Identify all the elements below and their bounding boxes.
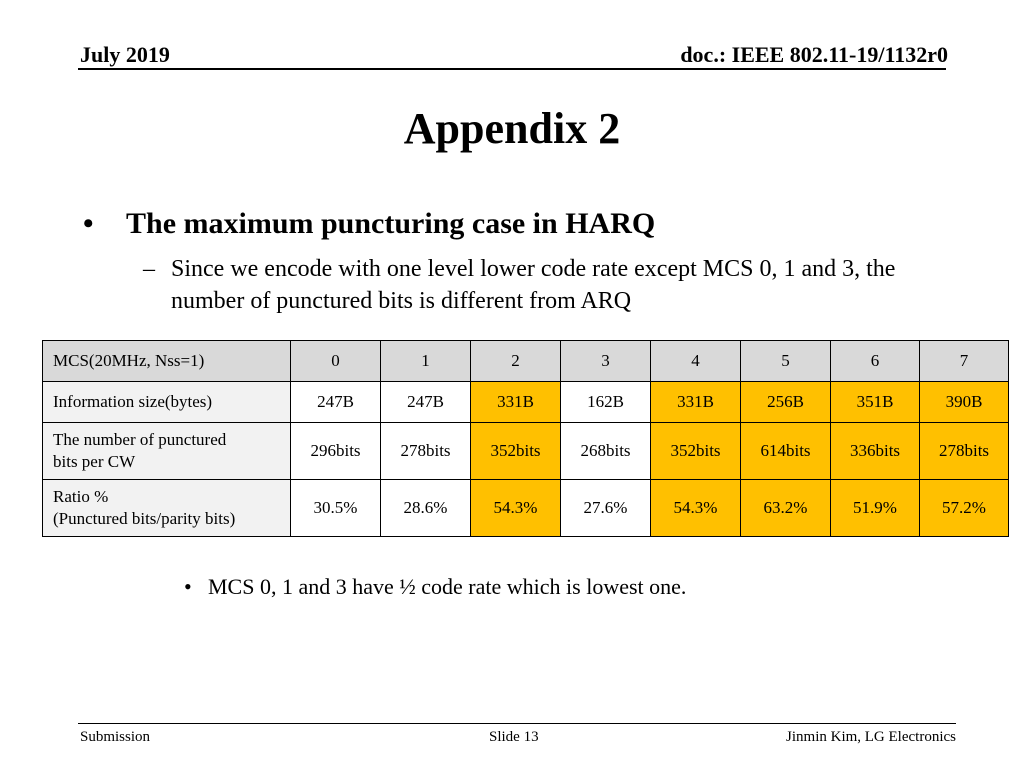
- table-cell-highlight: 278bits: [920, 423, 1009, 480]
- table-header-cell: 7: [920, 341, 1009, 382]
- table-cell: 247B: [381, 382, 471, 423]
- note-bullet-marker: •: [184, 574, 192, 599]
- table-row: [43, 382, 1009, 423]
- table-header-label: MCS(20MHz, Nss=1): [43, 341, 291, 382]
- table-cell-highlight: 51.9%: [831, 480, 920, 537]
- row-label-line: Ratio %: [53, 487, 109, 506]
- table-cell-highlight: 54.3%: [651, 480, 741, 537]
- note-bullet-text: MCS 0, 1 and 3 have ½ code rate which is lowest one.: [208, 574, 687, 599]
- puncturing-table: [42, 340, 1009, 537]
- table-header-cell: 3: [561, 341, 651, 382]
- row-label: [43, 480, 291, 537]
- header-divider: [78, 68, 946, 70]
- header-date: July 2019: [80, 42, 170, 67]
- sub-bullet-marker: –: [143, 256, 155, 282]
- row-label-line: bits per CW: [53, 452, 136, 471]
- table-cell: 162B: [561, 382, 651, 423]
- footer-author: Jinmin Kim, LG Electronics: [786, 729, 956, 745]
- table-cell-highlight: 331B: [471, 382, 561, 423]
- table-header-cell: 6: [831, 341, 920, 382]
- table-row: [43, 423, 1009, 480]
- table-cell: 27.6%: [561, 480, 651, 537]
- bullet-marker: •: [83, 207, 94, 240]
- table-cell-highlight: 351B: [831, 382, 920, 423]
- table-header-cell: 4: [651, 341, 741, 382]
- table-header-row: [43, 341, 1009, 382]
- slide-title: Appendix 2: [403, 104, 621, 153]
- table-header-cell: 0: [291, 341, 381, 382]
- table-cell-highlight: 331B: [651, 382, 741, 423]
- table-cell: 278bits: [381, 423, 471, 480]
- table-cell: 268bits: [561, 423, 651, 480]
- table-cell: 247B: [291, 382, 381, 423]
- table-cell-highlight: 336bits: [831, 423, 920, 480]
- footer-submission: Submission: [80, 729, 151, 745]
- table-cell-highlight: 352bits: [471, 423, 561, 480]
- table-cell-highlight: 390B: [920, 382, 1009, 423]
- table-cell-highlight: 352bits: [651, 423, 741, 480]
- table-cell-highlight: 54.3%: [471, 480, 561, 537]
- sub-bullet-text: Since we encode with one level lower code rate except MCS 0, 1 and 3, the number of punctured bits is different from ARQ: [171, 256, 896, 314]
- row-label: [43, 423, 291, 480]
- table-cell-highlight: 614bits: [741, 423, 831, 480]
- table-cell: 30.5%: [291, 480, 381, 537]
- table-header-cell: 2: [471, 341, 561, 382]
- row-label-line: (Punctured bits/parity bits): [53, 509, 236, 528]
- table-cell: 28.6%: [381, 480, 471, 537]
- header-doc-id: doc.: IEEE 802.11-19/1132r0: [680, 42, 948, 67]
- table-row: [43, 480, 1009, 537]
- footer-divider: [78, 723, 956, 724]
- table-cell-highlight: 57.2%: [920, 480, 1009, 537]
- row-label-line: Information size(bytes): [53, 392, 213, 411]
- row-label-line: The number of punctured: [53, 430, 227, 449]
- table-cell-highlight: 63.2%: [741, 480, 831, 537]
- table-header-cell: 1: [381, 341, 471, 382]
- table-cell: 296bits: [291, 423, 381, 480]
- table-header-cell: 5: [741, 341, 831, 382]
- table-cell-highlight: 256B: [741, 382, 831, 423]
- main-bullet-text: The maximum puncturing case in HARQ: [126, 207, 656, 240]
- footer-slide-number: Slide 13: [489, 729, 539, 745]
- row-label: [43, 382, 291, 423]
